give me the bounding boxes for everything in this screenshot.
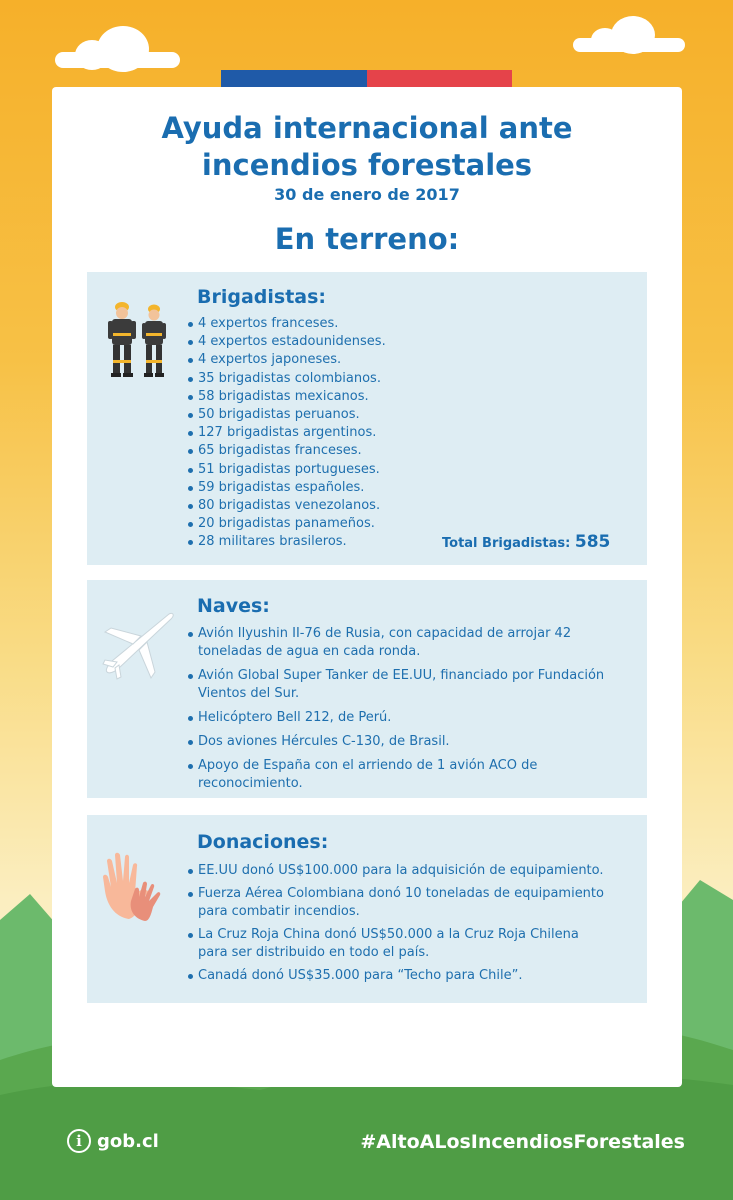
list-item: 4 expertos japoneses. bbox=[188, 351, 386, 369]
brigadistas-heading: Brigadistas: bbox=[197, 286, 327, 308]
list-item: Avión Global Super Tanker de EE.UU, financiado por Fundación Vientos del Sur. bbox=[188, 667, 633, 703]
brigadistas-panel bbox=[87, 272, 647, 565]
hashtag: #AltoALosIncendiosForestales bbox=[360, 1131, 685, 1153]
brigadistas-list bbox=[188, 315, 386, 552]
flag-red-stripe bbox=[367, 70, 513, 87]
title-line-2: incendios forestales bbox=[201, 148, 533, 182]
info-icon: i bbox=[67, 1129, 91, 1153]
naves-panel bbox=[87, 580, 647, 798]
donaciones-panel bbox=[87, 815, 647, 1003]
firefighters-icon bbox=[105, 300, 171, 380]
list-item: 65 brigadistas franceses. bbox=[188, 442, 386, 460]
list-item: Fuerza Aérea Colombiana donó 10 toneladas de equipamiento para combatir incendios. bbox=[188, 885, 608, 921]
list-item: 50 brigadistas peruanos. bbox=[188, 406, 386, 424]
list-item: 20 brigadistas panameños. bbox=[188, 515, 386, 533]
title-line-1: Ayuda internacional ante bbox=[161, 111, 573, 145]
total-brigadistas bbox=[442, 532, 610, 552]
list-item: 35 brigadistas colombianos. bbox=[188, 370, 386, 388]
gob-logo bbox=[67, 1129, 159, 1153]
list-item: Dos aviones Hércules C-130, de Brasil. bbox=[188, 733, 633, 751]
cloud-right bbox=[573, 38, 685, 52]
total-value: 585 bbox=[574, 532, 611, 552]
page-title bbox=[52, 110, 682, 184]
list-item: 28 militares brasileros. bbox=[188, 533, 386, 551]
donaciones-list bbox=[188, 862, 608, 990]
chile-flag-stripe bbox=[221, 70, 512, 87]
list-item: Avión Ilyushin II-76 de Rusia, con capacidad de arrojar 42 toneladas de agua en cada ronda. bbox=[188, 625, 633, 661]
list-item: 4 expertos franceses. bbox=[188, 315, 386, 333]
list-item: 4 expertos estadounidenses. bbox=[188, 333, 386, 351]
naves-heading: Naves: bbox=[197, 595, 270, 617]
date: 30 de enero de 2017 bbox=[274, 185, 460, 204]
cloud-left bbox=[55, 52, 180, 68]
list-item: Apoyo de España con el arriendo de 1 avión ACO de reconocimiento. bbox=[188, 757, 633, 793]
flag-blue-stripe bbox=[221, 70, 367, 87]
donaciones-heading: Donaciones: bbox=[197, 831, 329, 853]
list-item: 127 brigadistas argentinos. bbox=[188, 424, 386, 442]
naves-list bbox=[188, 625, 633, 799]
list-item: 80 brigadistas venezolanos. bbox=[188, 497, 386, 515]
list-item: 59 brigadistas españoles. bbox=[188, 479, 386, 497]
list-item: 51 brigadistas portugueses. bbox=[188, 461, 386, 479]
list-item: La Cruz Roja China donó US$50.000 a la Cruz Roja Chilena para ser distribuido en todo el país. bbox=[188, 926, 608, 962]
list-item: EE.UU donó US$100.000 para la adquisición de equipamiento. bbox=[188, 862, 608, 880]
logo-text: gob.cl bbox=[97, 1130, 159, 1152]
airplane-icon bbox=[101, 610, 175, 682]
hands-icon bbox=[99, 849, 171, 923]
list-item: 58 brigadistas mexicanos. bbox=[188, 388, 386, 406]
total-label: Total Brigadistas: bbox=[442, 536, 571, 551]
list-item: Helicóptero Bell 212, de Perú. bbox=[188, 709, 633, 727]
section-subtitle: En terreno: bbox=[274, 222, 460, 256]
list-item: Canadá donó US$35.000 para “Techo para Chile”. bbox=[188, 967, 608, 985]
